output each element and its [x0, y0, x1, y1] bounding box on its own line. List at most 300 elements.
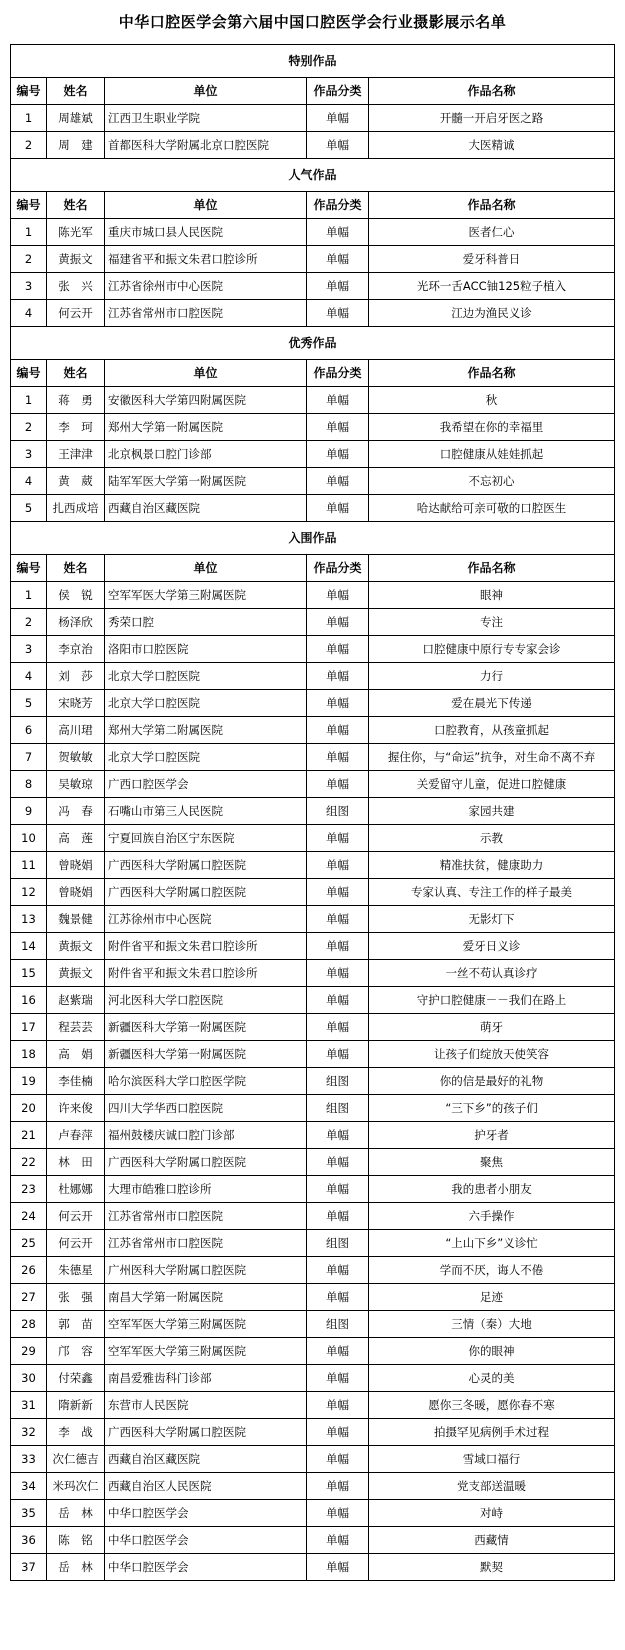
- table-row: [11, 468, 615, 495]
- cell-work: 示教: [369, 825, 615, 852]
- cell-unit: 重庆市城口县人民医院: [105, 219, 307, 246]
- cell-num: 5: [11, 690, 47, 717]
- cell-work: 开髓一开启牙医之路: [369, 105, 615, 132]
- cell-category: 单幅: [307, 1257, 369, 1284]
- cell-name: 何云开: [47, 1203, 105, 1230]
- cell-name: 侯 锐: [47, 582, 105, 609]
- cell-num: 18: [11, 1041, 47, 1068]
- cell-num: 21: [11, 1122, 47, 1149]
- cell-work: 三情（秦）大地: [369, 1311, 615, 1338]
- cell-unit: 西藏自治区藏医院: [105, 1446, 307, 1473]
- cell-unit: 南昌大学第一附属医院: [105, 1284, 307, 1311]
- table-row: [11, 1527, 615, 1554]
- table-row: [11, 987, 615, 1014]
- cell-unit: 广州医科大学附属口腔医院: [105, 1257, 307, 1284]
- table-row: [11, 1257, 615, 1284]
- column-header-num: 编号: [11, 78, 47, 105]
- cell-name: 张 强: [47, 1284, 105, 1311]
- cell-num: 3: [11, 273, 47, 300]
- cell-num: 17: [11, 1014, 47, 1041]
- table-row: [11, 663, 615, 690]
- table-row: [11, 1014, 615, 1041]
- cell-category: 单幅: [307, 825, 369, 852]
- cell-name: 付荣鑫: [47, 1365, 105, 1392]
- cell-name: 周 建: [47, 132, 105, 159]
- column-header-row: [11, 192, 615, 219]
- cell-unit: 北京枫景口腔门诊部: [105, 441, 307, 468]
- table-row: [11, 744, 615, 771]
- cell-num: 2: [11, 246, 47, 273]
- cell-name: 岳 林: [47, 1554, 105, 1581]
- column-header-row: [11, 555, 615, 582]
- cell-name: 林 田: [47, 1149, 105, 1176]
- cell-category: 单幅: [307, 1446, 369, 1473]
- cell-name: 刘 莎: [47, 663, 105, 690]
- cell-unit: 东营市人民医院: [105, 1392, 307, 1419]
- table-row: [11, 582, 615, 609]
- cell-name: 程芸芸: [47, 1014, 105, 1041]
- cell-num: 23: [11, 1176, 47, 1203]
- cell-unit: 空军军医大学第三附属医院: [105, 582, 307, 609]
- cell-num: 1: [11, 387, 47, 414]
- column-header-name: 姓名: [47, 555, 105, 582]
- cell-name: 杜娜娜: [47, 1176, 105, 1203]
- cell-category: 单幅: [307, 1392, 369, 1419]
- table-row: [11, 1365, 615, 1392]
- cell-work: 口腔健康中原行专专家会诊: [369, 636, 615, 663]
- cell-name: 曾晓娟: [47, 852, 105, 879]
- section-header: [11, 522, 615, 555]
- cell-category: 单幅: [307, 105, 369, 132]
- table-row: [11, 690, 615, 717]
- cell-num: 1: [11, 105, 47, 132]
- cell-num: 33: [11, 1446, 47, 1473]
- cell-category: 组图: [307, 798, 369, 825]
- cell-unit: 附件省平和振文朱君口腔诊所: [105, 960, 307, 987]
- cell-work: 愿你三冬暖，愿你春不寒: [369, 1392, 615, 1419]
- table-row: [11, 132, 615, 159]
- cell-name: 王津津: [47, 441, 105, 468]
- table-row: [11, 441, 615, 468]
- cell-num: 10: [11, 825, 47, 852]
- cell-num: 34: [11, 1473, 47, 1500]
- cell-work: 精准扶贫，健康助力: [369, 852, 615, 879]
- cell-name: 李 战: [47, 1419, 105, 1446]
- cell-work: 大医精诚: [369, 132, 615, 159]
- cell-unit: 新疆医科大学第一附属医院: [105, 1014, 307, 1041]
- cell-category: 单幅: [307, 246, 369, 273]
- cell-work: 口腔健康从娃娃抓起: [369, 441, 615, 468]
- cell-num: 2: [11, 132, 47, 159]
- cell-num: 4: [11, 300, 47, 327]
- cell-category: 组图: [307, 1311, 369, 1338]
- table-row: [11, 1284, 615, 1311]
- cell-num: 36: [11, 1527, 47, 1554]
- cell-work: 六手操作: [369, 1203, 615, 1230]
- cell-unit: 空军军医大学第三附属医院: [105, 1338, 307, 1365]
- cell-unit: 河北医科大学口腔医院: [105, 987, 307, 1014]
- cell-work: 秋: [369, 387, 615, 414]
- cell-category: 单幅: [307, 609, 369, 636]
- cell-name: 黄振文: [47, 246, 105, 273]
- table-row: [11, 246, 615, 273]
- column-header-num: 编号: [11, 360, 47, 387]
- table-row: [11, 300, 615, 327]
- cell-name: 隋新新: [47, 1392, 105, 1419]
- column-header-work: 作品名称: [369, 192, 615, 219]
- cell-unit: 江西卫生职业学院: [105, 105, 307, 132]
- cell-category: 单幅: [307, 1500, 369, 1527]
- cell-unit: 宁夏回族自治区宁东医院: [105, 825, 307, 852]
- cell-name: 扎西成培: [47, 495, 105, 522]
- cell-unit: 中华口腔医学会: [105, 1500, 307, 1527]
- cell-name: 魏景健: [47, 906, 105, 933]
- table-row: [11, 879, 615, 906]
- cell-num: 15: [11, 960, 47, 987]
- cell-num: 11: [11, 852, 47, 879]
- column-header-unit: 单位: [105, 360, 307, 387]
- cell-name: 高 莲: [47, 825, 105, 852]
- table-row: [11, 1338, 615, 1365]
- table-row: [11, 414, 615, 441]
- column-header-num: 编号: [11, 192, 47, 219]
- cell-unit: 福州鼓楼庆诚口腔门诊部: [105, 1122, 307, 1149]
- cell-category: 单幅: [307, 1284, 369, 1311]
- table-row: [11, 1176, 615, 1203]
- cell-category: 单幅: [307, 468, 369, 495]
- column-header-unit: 单位: [105, 555, 307, 582]
- table-row: [11, 1041, 615, 1068]
- cell-category: 单幅: [307, 387, 369, 414]
- cell-unit: 西藏自治区藏医院: [105, 495, 307, 522]
- cell-num: 3: [11, 636, 47, 663]
- cell-work: 一丝不苟认真诊疗: [369, 960, 615, 987]
- cell-unit: 南昌爱雅齿科门诊部: [105, 1365, 307, 1392]
- column-header-unit: 单位: [105, 192, 307, 219]
- cell-num: 29: [11, 1338, 47, 1365]
- section-header: [11, 45, 615, 78]
- cell-num: 25: [11, 1230, 47, 1257]
- cell-unit: 空军军医大学第三附属医院: [105, 1311, 307, 1338]
- table-row: [11, 1392, 615, 1419]
- cell-name: 邝 容: [47, 1338, 105, 1365]
- cell-category: 单幅: [307, 771, 369, 798]
- table-row: [11, 1203, 615, 1230]
- cell-unit: 北京大学口腔医院: [105, 663, 307, 690]
- cell-work: 心灵的美: [369, 1365, 615, 1392]
- cell-work: 专家认真、专注工作的样子最美: [369, 879, 615, 906]
- cell-num: 7: [11, 744, 47, 771]
- cell-name: 朱德星: [47, 1257, 105, 1284]
- cell-work: 你的信是最好的礼物: [369, 1068, 615, 1095]
- table-row: [11, 825, 615, 852]
- cell-num: 1: [11, 219, 47, 246]
- cell-category: 单幅: [307, 132, 369, 159]
- column-header-row: [11, 78, 615, 105]
- cell-category: 单幅: [307, 1365, 369, 1392]
- cell-category: 单幅: [307, 690, 369, 717]
- cell-work: 我希望在你的幸福里: [369, 414, 615, 441]
- cell-category: 单幅: [307, 582, 369, 609]
- page-title: 中华口腔医学会第六届中国口腔医学会行业摄影展示名单: [118, 13, 507, 31]
- cell-category: 单幅: [307, 852, 369, 879]
- cell-category: 单幅: [307, 1419, 369, 1446]
- cell-category: 单幅: [307, 879, 369, 906]
- cell-name: 冯 春: [47, 798, 105, 825]
- cell-unit: 北京大学口腔医院: [105, 690, 307, 717]
- cell-category: 组图: [307, 1068, 369, 1095]
- cell-name: 米玛次仁: [47, 1473, 105, 1500]
- cell-work: 专注: [369, 609, 615, 636]
- cell-category: 单幅: [307, 744, 369, 771]
- cell-work: 守护口腔健康－－我们在路上: [369, 987, 615, 1014]
- cell-name: 卢春萍: [47, 1122, 105, 1149]
- cell-num: 31: [11, 1392, 47, 1419]
- table-row: [11, 1311, 615, 1338]
- table-row: [11, 852, 615, 879]
- cell-unit: 广西医科大学附属口腔医院: [105, 1419, 307, 1446]
- table-row: [11, 609, 615, 636]
- column-header-name: 姓名: [47, 192, 105, 219]
- cell-unit: 中华口腔医学会: [105, 1554, 307, 1581]
- column-header-unit: 单位: [105, 78, 307, 105]
- cell-category: 单幅: [307, 1554, 369, 1581]
- table-row: [11, 1419, 615, 1446]
- cell-unit: 洛阳市口腔医院: [105, 636, 307, 663]
- table-row: [11, 1230, 615, 1257]
- cell-unit: 江苏徐州市中心医院: [105, 906, 307, 933]
- cell-work: 你的眼神: [369, 1338, 615, 1365]
- cell-num: 5: [11, 495, 47, 522]
- cell-num: 24: [11, 1203, 47, 1230]
- cell-unit: 西藏自治区人民医院: [105, 1473, 307, 1500]
- cell-name: 李 珂: [47, 414, 105, 441]
- cell-work: 家园共建: [369, 798, 615, 825]
- cell-category: 单幅: [307, 1122, 369, 1149]
- cell-category: 单幅: [307, 717, 369, 744]
- table-row: [11, 1554, 615, 1581]
- cell-num: 2: [11, 414, 47, 441]
- cell-num: 20: [11, 1095, 47, 1122]
- cell-work: 西藏情: [369, 1527, 615, 1554]
- cell-num: 13: [11, 906, 47, 933]
- cell-name: 宋晓芳: [47, 690, 105, 717]
- table-row: [11, 273, 615, 300]
- cell-category: 单幅: [307, 933, 369, 960]
- table-row: [11, 1122, 615, 1149]
- cell-name: 陈 铭: [47, 1527, 105, 1554]
- cell-category: 单幅: [307, 1041, 369, 1068]
- cell-work: 萌牙: [369, 1014, 615, 1041]
- cell-unit: 江苏省常州市口腔医院: [105, 300, 307, 327]
- section-title: 优秀作品: [11, 327, 615, 360]
- cell-unit: 哈尔滨医科大学口腔医学院: [105, 1068, 307, 1095]
- cell-num: 35: [11, 1500, 47, 1527]
- table-row: [11, 933, 615, 960]
- cell-unit: 郑州大学第二附属医院: [105, 717, 307, 744]
- cell-unit: 广西口腔医学会: [105, 771, 307, 798]
- cell-unit: 四川大学华西口腔医院: [105, 1095, 307, 1122]
- cell-name: 张 兴: [47, 273, 105, 300]
- cell-category: 单幅: [307, 906, 369, 933]
- cell-work: 眼神: [369, 582, 615, 609]
- column-header-work: 作品名称: [369, 555, 615, 582]
- cell-num: 19: [11, 1068, 47, 1095]
- cell-unit: 郑州大学第一附属医院: [105, 414, 307, 441]
- cell-unit: 广西医科大学附属口腔医院: [105, 879, 307, 906]
- table-row: [11, 771, 615, 798]
- cell-category: 单幅: [307, 1149, 369, 1176]
- cell-work: 爱牙科普日: [369, 246, 615, 273]
- cell-work: 握住你，与“命运”抗争，对生命不离不弃: [369, 744, 615, 771]
- cell-num: 1: [11, 582, 47, 609]
- cell-work: 足迹: [369, 1284, 615, 1311]
- column-header-work: 作品名称: [369, 360, 615, 387]
- cell-name: 赵紫瑞: [47, 987, 105, 1014]
- cell-unit: 广西医科大学附属口腔医院: [105, 852, 307, 879]
- table-row: [11, 105, 615, 132]
- cell-unit: 秀荣口腔: [105, 609, 307, 636]
- cell-name: 吴敏琼: [47, 771, 105, 798]
- cell-num: 30: [11, 1365, 47, 1392]
- cell-unit: 江苏省常州市口腔医院: [105, 1230, 307, 1257]
- cell-work: 护牙者: [369, 1122, 615, 1149]
- cell-unit: 北京大学口腔医院: [105, 744, 307, 771]
- cell-category: 单幅: [307, 960, 369, 987]
- cell-num: 37: [11, 1554, 47, 1581]
- cell-category: 单幅: [307, 414, 369, 441]
- cell-category: 单幅: [307, 495, 369, 522]
- cell-name: 许来俊: [47, 1095, 105, 1122]
- cell-category: 单幅: [307, 219, 369, 246]
- cell-num: 26: [11, 1257, 47, 1284]
- cell-num: 9: [11, 798, 47, 825]
- cell-num: 16: [11, 987, 47, 1014]
- cell-name: 黄 葳: [47, 468, 105, 495]
- cell-work: 口腔教育，从孩童抓起: [369, 717, 615, 744]
- cell-num: 6: [11, 717, 47, 744]
- cell-unit: 新疆医科大学第一附属医院: [105, 1041, 307, 1068]
- cell-work: 学而不厌，诲人不倦: [369, 1257, 615, 1284]
- cell-unit: 大理市皓雅口腔诊所: [105, 1176, 307, 1203]
- cell-unit: 安徽医科大学第四附属医院: [105, 387, 307, 414]
- cell-unit: 广西医科大学附属口腔医院: [105, 1149, 307, 1176]
- cell-unit: 首都医科大学附属北京口腔医院: [105, 132, 307, 159]
- cell-work: 让孩子们绽放天使笑容: [369, 1041, 615, 1068]
- table-row: [11, 636, 615, 663]
- cell-work: 默契: [369, 1554, 615, 1581]
- cell-category: 单幅: [307, 1014, 369, 1041]
- column-header-category: 作品分类: [307, 192, 369, 219]
- section-header: [11, 159, 615, 192]
- cell-work: 爱在晨光下传递: [369, 690, 615, 717]
- cell-name: 杨泽欣: [47, 609, 105, 636]
- table-row: [11, 960, 615, 987]
- cell-category: 单幅: [307, 273, 369, 300]
- cell-num: 12: [11, 879, 47, 906]
- cell-unit: 福建省平和振文朱君口腔诊所: [105, 246, 307, 273]
- cell-name: 岳 林: [47, 1500, 105, 1527]
- cell-num: 22: [11, 1149, 47, 1176]
- cell-unit: 石嘴山市第三人民医院: [105, 798, 307, 825]
- cell-name: 何云开: [47, 1230, 105, 1257]
- cell-num: 28: [11, 1311, 47, 1338]
- cell-work: 无影灯下: [369, 906, 615, 933]
- cell-category: 单幅: [307, 300, 369, 327]
- cell-name: 蒋 勇: [47, 387, 105, 414]
- cell-name: 何云开: [47, 300, 105, 327]
- table-row: [11, 1149, 615, 1176]
- table-row: [11, 906, 615, 933]
- cell-category: 单幅: [307, 1203, 369, 1230]
- cell-work: “上山下乡”义诊忙: [369, 1230, 615, 1257]
- table-row: [11, 495, 615, 522]
- cell-name: 黄振文: [47, 933, 105, 960]
- table-row: [11, 717, 615, 744]
- cell-name: 次仁德吉: [47, 1446, 105, 1473]
- cell-work: 力行: [369, 663, 615, 690]
- table-row: [11, 219, 615, 246]
- table-row: [11, 798, 615, 825]
- award-list-table: [10, 44, 615, 1581]
- cell-num: 4: [11, 663, 47, 690]
- section-title: 入围作品: [11, 522, 615, 555]
- section-title: 人气作品: [11, 159, 615, 192]
- cell-category: 组图: [307, 1095, 369, 1122]
- cell-category: 单幅: [307, 636, 369, 663]
- table-row: [11, 1446, 615, 1473]
- cell-num: 8: [11, 771, 47, 798]
- cell-category: 单幅: [307, 1338, 369, 1365]
- section-header: [11, 327, 615, 360]
- cell-unit: 陆军军医大学第一附属医院: [105, 468, 307, 495]
- table-row: [11, 1473, 615, 1500]
- cell-category: 单幅: [307, 1176, 369, 1203]
- column-header-num: 编号: [11, 555, 47, 582]
- cell-name: 李佳楠: [47, 1068, 105, 1095]
- cell-name: 李京治: [47, 636, 105, 663]
- column-header-work: 作品名称: [369, 78, 615, 105]
- table-row: [11, 1500, 615, 1527]
- cell-name: 高川珺: [47, 717, 105, 744]
- cell-category: 单幅: [307, 663, 369, 690]
- cell-name: 曾晓娟: [47, 879, 105, 906]
- cell-category: 单幅: [307, 1473, 369, 1500]
- cell-work: 我的患者小朋友: [369, 1176, 615, 1203]
- table-row: [11, 1068, 615, 1095]
- cell-num: 32: [11, 1419, 47, 1446]
- column-header-name: 姓名: [47, 360, 105, 387]
- column-header-category: 作品分类: [307, 78, 369, 105]
- cell-category: 单幅: [307, 1527, 369, 1554]
- cell-category: 单幅: [307, 441, 369, 468]
- cell-num: 2: [11, 609, 47, 636]
- cell-work: “三下乡”的孩子们: [369, 1095, 615, 1122]
- section-title: 特别作品: [11, 45, 615, 78]
- cell-category: 单幅: [307, 987, 369, 1014]
- cell-unit: 附件省平和振文朱君口腔诊所: [105, 933, 307, 960]
- table-row: [11, 1095, 615, 1122]
- cell-name: 贺敏敏: [47, 744, 105, 771]
- cell-num: 4: [11, 468, 47, 495]
- cell-work: 爱牙日义诊: [369, 933, 615, 960]
- column-header-category: 作品分类: [307, 555, 369, 582]
- table-row: [11, 387, 615, 414]
- cell-unit: 江苏省徐州市中心医院: [105, 273, 307, 300]
- cell-unit: 江苏省常州市口腔医院: [105, 1203, 307, 1230]
- cell-name: 高 娟: [47, 1041, 105, 1068]
- cell-work: 关爱留守儿童，促进口腔健康: [369, 771, 615, 798]
